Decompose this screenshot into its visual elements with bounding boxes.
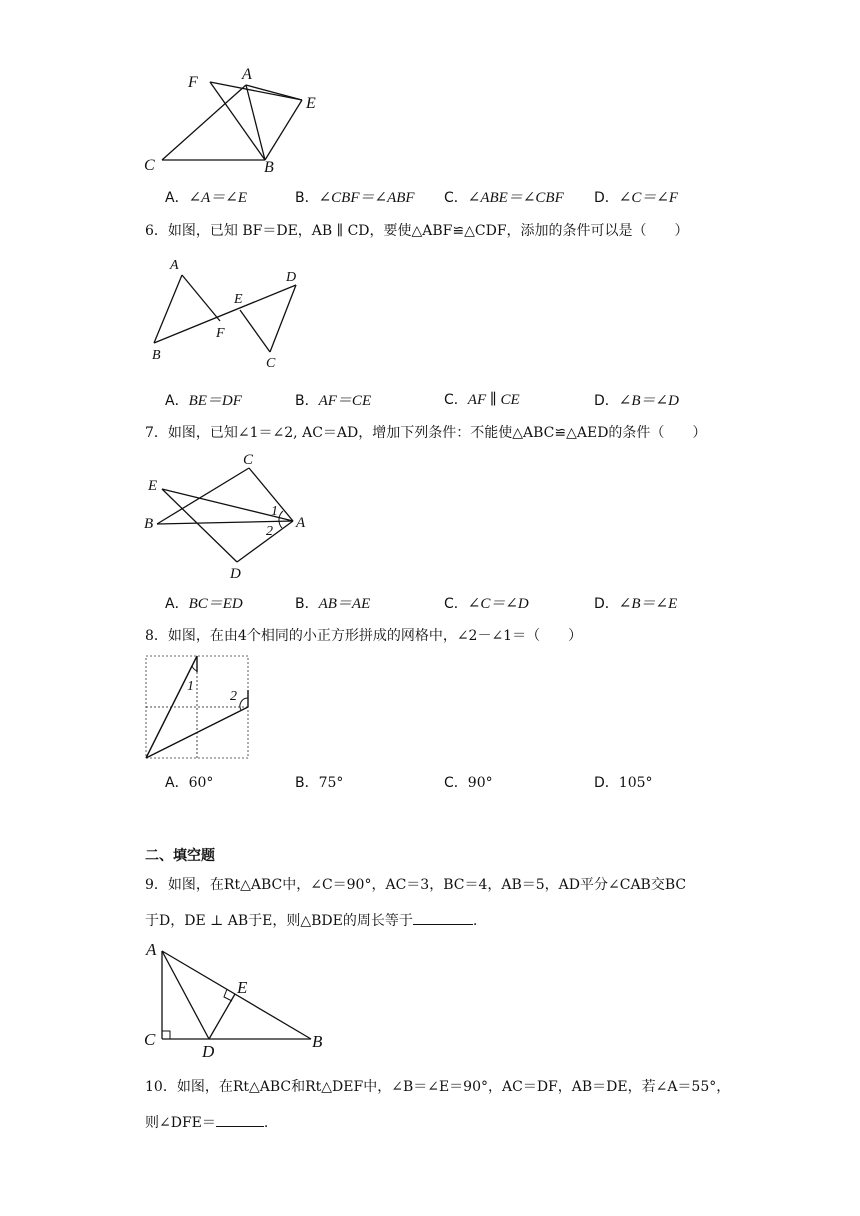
q6-option-a: A．BE＝DF xyxy=(165,393,242,409)
q9-right-angle-c xyxy=(162,1031,170,1039)
q9-figure xyxy=(140,935,340,1060)
q7-label-c: C xyxy=(243,452,254,468)
q7-line-ed xyxy=(162,489,237,562)
q6-option-c: C．AF ∥ CE xyxy=(444,392,520,408)
q7-option-a: A．BC＝ED xyxy=(165,596,243,612)
q7-label-angle2: 2 xyxy=(266,524,273,539)
q5-label-e: E xyxy=(306,95,316,112)
q10-question-line1: 10．如图，在Rt△ABC和Rt△DEF中，∠B＝∠E＝90°，AC＝DF，AB＝DE，若∠A＝55°， xyxy=(145,1079,731,1095)
q6-label-e: E xyxy=(234,292,243,307)
q9-answer-blank[interactable] xyxy=(413,910,473,925)
q8-option-a: A．60° xyxy=(165,775,214,791)
q9-right-angle-e xyxy=(224,989,232,1001)
q5-line-ab xyxy=(246,85,265,160)
q9-label-e: E xyxy=(237,978,248,997)
q6-label-d: D xyxy=(286,270,297,285)
q6-figure xyxy=(140,255,320,370)
q5-option-b: B．∠CBF＝∠ABF xyxy=(295,190,415,206)
q7-figure xyxy=(140,448,320,583)
q5-label-f: F xyxy=(188,74,198,91)
q5-line-fe xyxy=(210,82,302,100)
q9-line2-text: 于D，DE ⊥ AB于E，则△BDE的周长等于 xyxy=(145,913,413,929)
q7-label-a: A xyxy=(296,515,306,531)
q7-label-b: B xyxy=(144,516,154,532)
q10-line2-text: 则∠DFE＝ xyxy=(145,1115,216,1131)
q5-label-a: A xyxy=(242,66,252,83)
q9-label-b: B xyxy=(312,1032,323,1051)
q6-option-b: B．AF＝CE xyxy=(295,393,372,409)
q8-question-text: 8．如图，在由4个相同的小正方形拼成的网格中，∠2－∠1＝（ ） xyxy=(145,628,583,644)
q8-label-angle2: 2 xyxy=(230,689,237,704)
q9-question-line1: 9．如图，在Rt△ABC中，∠C＝90°，AC＝3，BC＝4，AB＝5，AD平分∠CAB交BC xyxy=(145,877,687,893)
q8-label-angle1: 1 xyxy=(187,679,194,694)
q6-line-cd xyxy=(270,285,296,352)
q5-line-ca xyxy=(162,85,246,160)
q10-question-line2 xyxy=(145,1112,268,1132)
q7-option-c: C．∠C＝∠D xyxy=(444,596,529,612)
q6-line-bd xyxy=(154,285,296,343)
q9-label-d: D xyxy=(202,1042,215,1060)
q6-label-c: C xyxy=(266,356,276,370)
q7-option-d: D．∠B＝∠E xyxy=(594,596,678,612)
q5-option-a: A．∠A＝∠E xyxy=(165,190,248,206)
q5-label-b: B xyxy=(264,159,274,176)
q5-label-c: C xyxy=(144,157,155,174)
q5-figure xyxy=(140,62,340,177)
q6-option-d: D．∠B＝∠D xyxy=(594,393,679,409)
q5-option-c: C．∠ABE＝∠CBF xyxy=(444,190,564,206)
q10-line2-end: . xyxy=(263,1115,269,1131)
q5-line-ae xyxy=(246,85,302,100)
q7-question-text: 7．如图，已知∠1＝∠2, AC＝AD，增加下列条件：不能使△ABC≌△AED的条件（ ） xyxy=(145,425,707,441)
q6-line-af xyxy=(182,275,220,321)
section-heading-fill-blank: 二、填空题 xyxy=(145,848,215,864)
q5-option-d: D．∠C＝∠F xyxy=(594,190,679,206)
q10-answer-blank[interactable] xyxy=(216,1112,264,1127)
q7-label-e: E xyxy=(148,478,158,494)
q7-label-d: D xyxy=(230,566,241,582)
q9-label-a: A xyxy=(146,940,157,959)
q6-line-ec xyxy=(240,310,270,352)
q9-line2-end: . xyxy=(472,913,478,929)
q5-line-eb xyxy=(265,100,302,160)
q8-figure xyxy=(140,650,260,765)
q7-option-b: B．AB＝AE xyxy=(295,596,371,612)
q8-option-d: D．105° xyxy=(594,775,653,791)
q8-option-b: B．75° xyxy=(295,775,344,791)
q7-line-da xyxy=(237,521,293,562)
q6-label-f: F xyxy=(216,326,225,341)
q8-line-steep xyxy=(146,656,197,758)
q7-label-angle1: 1 xyxy=(271,504,278,519)
q6-label-a: A xyxy=(170,258,179,273)
q9-label-c: C xyxy=(144,1030,156,1049)
q7-line-bc xyxy=(157,468,249,524)
q9-question-line2 xyxy=(145,910,477,930)
q8-line-shallow xyxy=(146,707,248,758)
q6-question-text: 6．如图，已知 BF＝DE，AB ∥ CD，要使△ABF≌△CDF，添加的条件可以是（ ） xyxy=(145,223,689,239)
q7-angle-arc xyxy=(279,511,283,528)
q5-line-fb xyxy=(210,82,265,160)
q8-angle1-arc xyxy=(192,666,197,671)
q8-option-c: C．90° xyxy=(444,775,493,791)
q6-label-b: B xyxy=(152,348,161,363)
